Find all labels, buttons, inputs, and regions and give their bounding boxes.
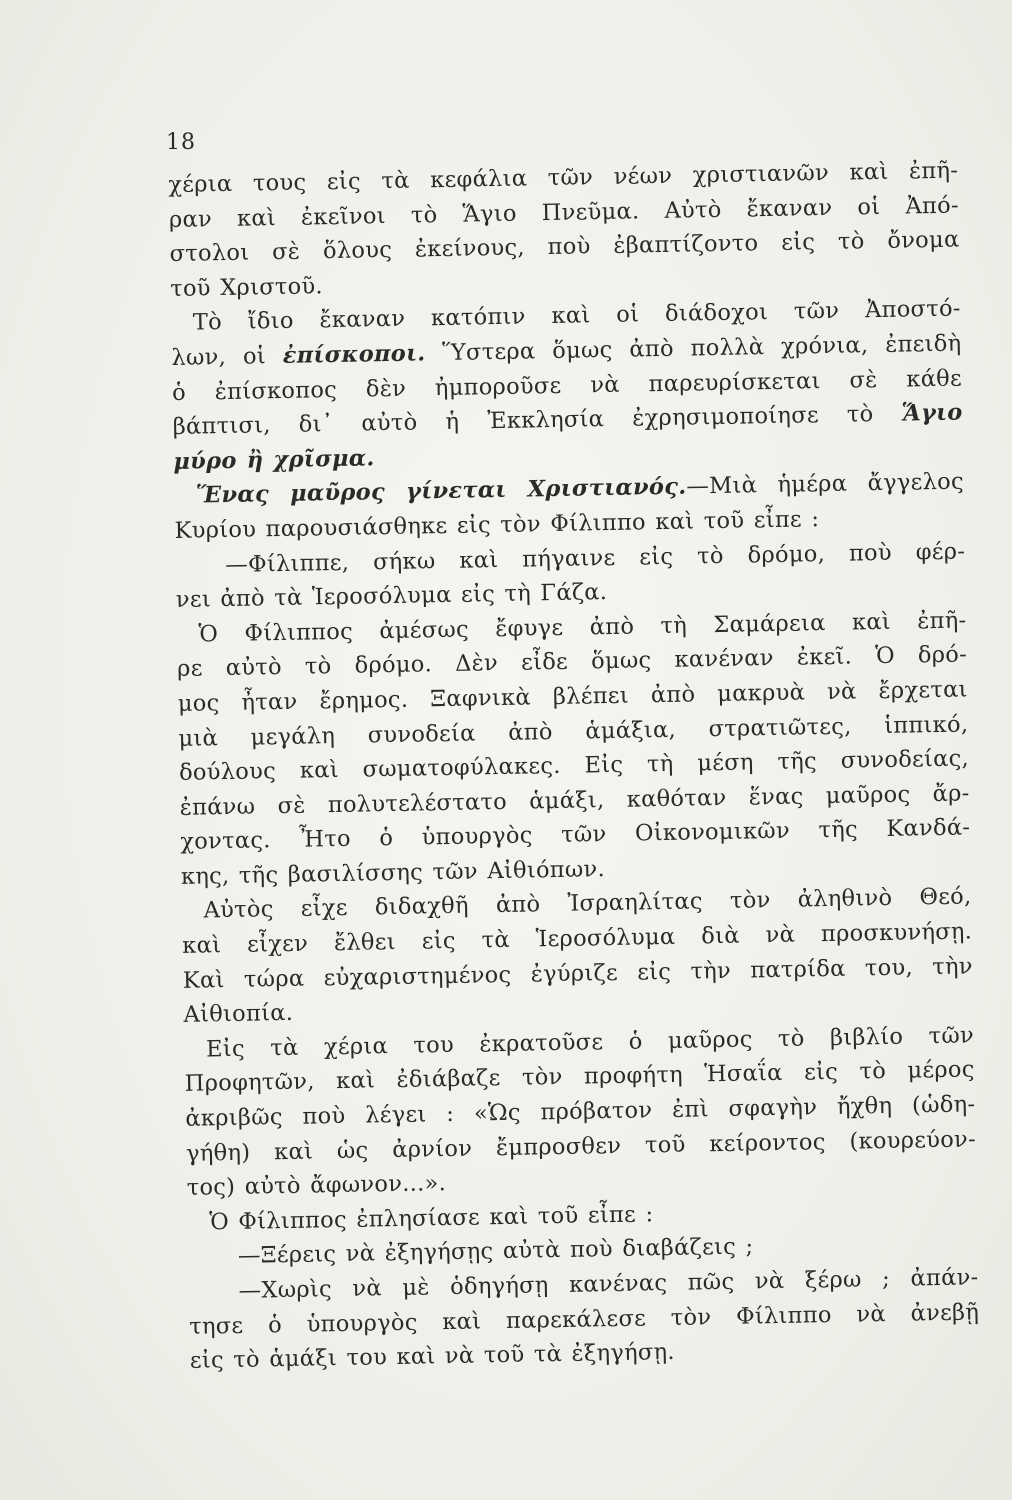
text-span: γήθη) καὶ ὡς ἀρνίον ἔμπροσθεν τοῦ κείροντος (κουρεύον- (185, 1125, 977, 1167)
text-span: —Φίλιππε, σήκω καὶ πήγαινε εἰς τὸ δρόμο, ποὺ φέρ- (225, 537, 966, 578)
text-span: βάπτισι, δι᾿ αὐτὸ ἡ Ἐκκλησία ἐχρησιμοποίησε τὸ (172, 400, 902, 441)
text-span: Αἰθιοπία. (183, 1000, 294, 1029)
text-span: Ὁ Φίλιππος ἀμέσως ἔφυγε ἀπὸ τὴ Σαμάρεια καὶ ἐπῆ- (198, 607, 967, 648)
emphasis-text: Ἕνας μαῦρος γίνεται Χριστιανός. (195, 473, 687, 509)
text-span: Ὕστερα ὅμως ἀπὸ πολλὰ χρόνια, ἐπειδὴ (425, 330, 962, 367)
text-span: δούλους καὶ σωματοφύλακες. Εἰς τὴ μέση τῆς συνοδείας, (178, 745, 970, 786)
text-span: τος) αὐτὸ ἄφωνον...». (186, 1170, 447, 1202)
text-span: ὁ ἐπίσκοπος δὲν ἠμποροῦσε νὰ παρευρίσκεται σὲ κάθε (171, 365, 963, 406)
text-span: Εἰς τὰ χέρια του ἐκρατοῦσε ὁ μαῦρος τὸ βιβλίο τῶν (205, 1022, 975, 1063)
text-span: Καὶ τώρα εὐχαριστημένος ἐγύριζε εἰς τὴν πατρίδα του, τὴν (182, 953, 973, 994)
text-span: χέρια τους εἰς τὰ κεφάλια τῶν νέων χριστιανῶν καὶ ἐπῆ- (168, 157, 959, 198)
text-span: Τὸ ἴδιο ἔκαναν κατόπιν καὶ οἱ διάδοχοι τῶν Ἀποστό- (192, 295, 961, 336)
text-span: —Μιὰ ἡμέρα ἄγγελος (686, 468, 965, 500)
body-text (168, 154, 980, 1379)
text-span: ρε αὐτὸ τὸ δρόμο. Δὲν εἶδε ὅμως κανέναν ἐκεῖ. Ὁ δρό- (176, 641, 968, 683)
text-span: ἐπάνω σὲ πολυτελέστατο ἁμάξι, καθόταν ἕνας μαῦρος ἄρ- (179, 780, 970, 821)
text-span: μιὰ μεγάλη συνοδεία ἀπὸ ἁμάξια, στρατιῶτες, ἱππικό, (178, 710, 969, 752)
text-span: εἰς τὸ ἁμάξι του καὶ νὰ τοῦ τὰ ἐξηγήσῃ. (189, 1339, 676, 1374)
text-span: καὶ εἶχεν ἔλθει εἰς τὰ Ἱεροσόλυμα διὰ νὰ προσκυνήσῃ. (182, 918, 973, 959)
text-span: νει ἀπὸ τὰ Ἱεροσόλυμα εἰς τὴ Γάζα. (175, 579, 608, 614)
text-span: ραν καὶ ἐκεῖνοι τὸ Ἅγιο Πνεῦμα. Αὐτὸ ἔκαναν οἱ Ἀπό- (168, 192, 960, 233)
text-span: —Χωρὶς νὰ μὲ ὁδηγήσῃ κανένας πῶς νὰ ξέρω ; ἀπάν- (238, 1264, 979, 1304)
text-span: Προφητῶν, καὶ ἐδιάβαζε τὸν προφήτη Ἡσαΐα εἰς τὸ μέρος (184, 1056, 975, 1098)
text-span: λων, οἱ (171, 342, 283, 371)
text-span: τησε ὁ ὑπουργὸς καὶ παρεκάλεσε τὸν Φίλιππο νὰ ἀνεβῇ (188, 1298, 980, 1340)
text-span: Ὁ Φίλιππος ἐπλησίασε καὶ τοῦ εἶπε : (209, 1201, 654, 1236)
text-span: Κυρίου παρουσιάσθηκε εἰς τὸν Φίλιππο καὶ τοῦ εἶπε : (174, 506, 820, 544)
text-span: μος ἦταν ἔρημος. Ξαφνικὰ βλέπει ἀπὸ μακρυὰ νὰ ἔρχεται (177, 676, 968, 717)
text-span: Αὐτὸς εἶχε διδαχθῆ ἀπὸ Ἰσραηλίτας τὸν ἀληθινὸ Θεό, (203, 883, 972, 924)
text-span: τοῦ Χριστοῦ. (169, 272, 324, 302)
emphasis-text: ἐπίσκοποι. (282, 340, 426, 369)
text-span: χοντας. Ἦτο ὁ ὑπουργὸς τῶν Οἰκονομικῶν τῆς Κανδά- (180, 814, 971, 856)
text-span: —Ξέρεις νὰ ἐξηγήσῃς αὐτὰ ποὺ διαβάζεις ; (237, 1233, 754, 1270)
text-span: ἀκριβῶς ποὺ λέγει : «Ὡς πρόβατον ἐπὶ σφαγὴν ἤχθη (ὡδη- (185, 1091, 976, 1132)
page-number: 18 (166, 130, 196, 155)
text-span: στολοι σὲ ὅλους ἐκείνους, ποὺ ἐβαπτίζοντο εἰς τὸ ὄνομα (169, 226, 960, 268)
emphasis-text: μύρο ἢ χρῖσμα. (173, 445, 375, 475)
text-span: κης, τῆς βασιλίσσης τῶν Αἰθιόπων. (180, 855, 606, 890)
emphasis-text: Ἅγιο (901, 399, 963, 427)
